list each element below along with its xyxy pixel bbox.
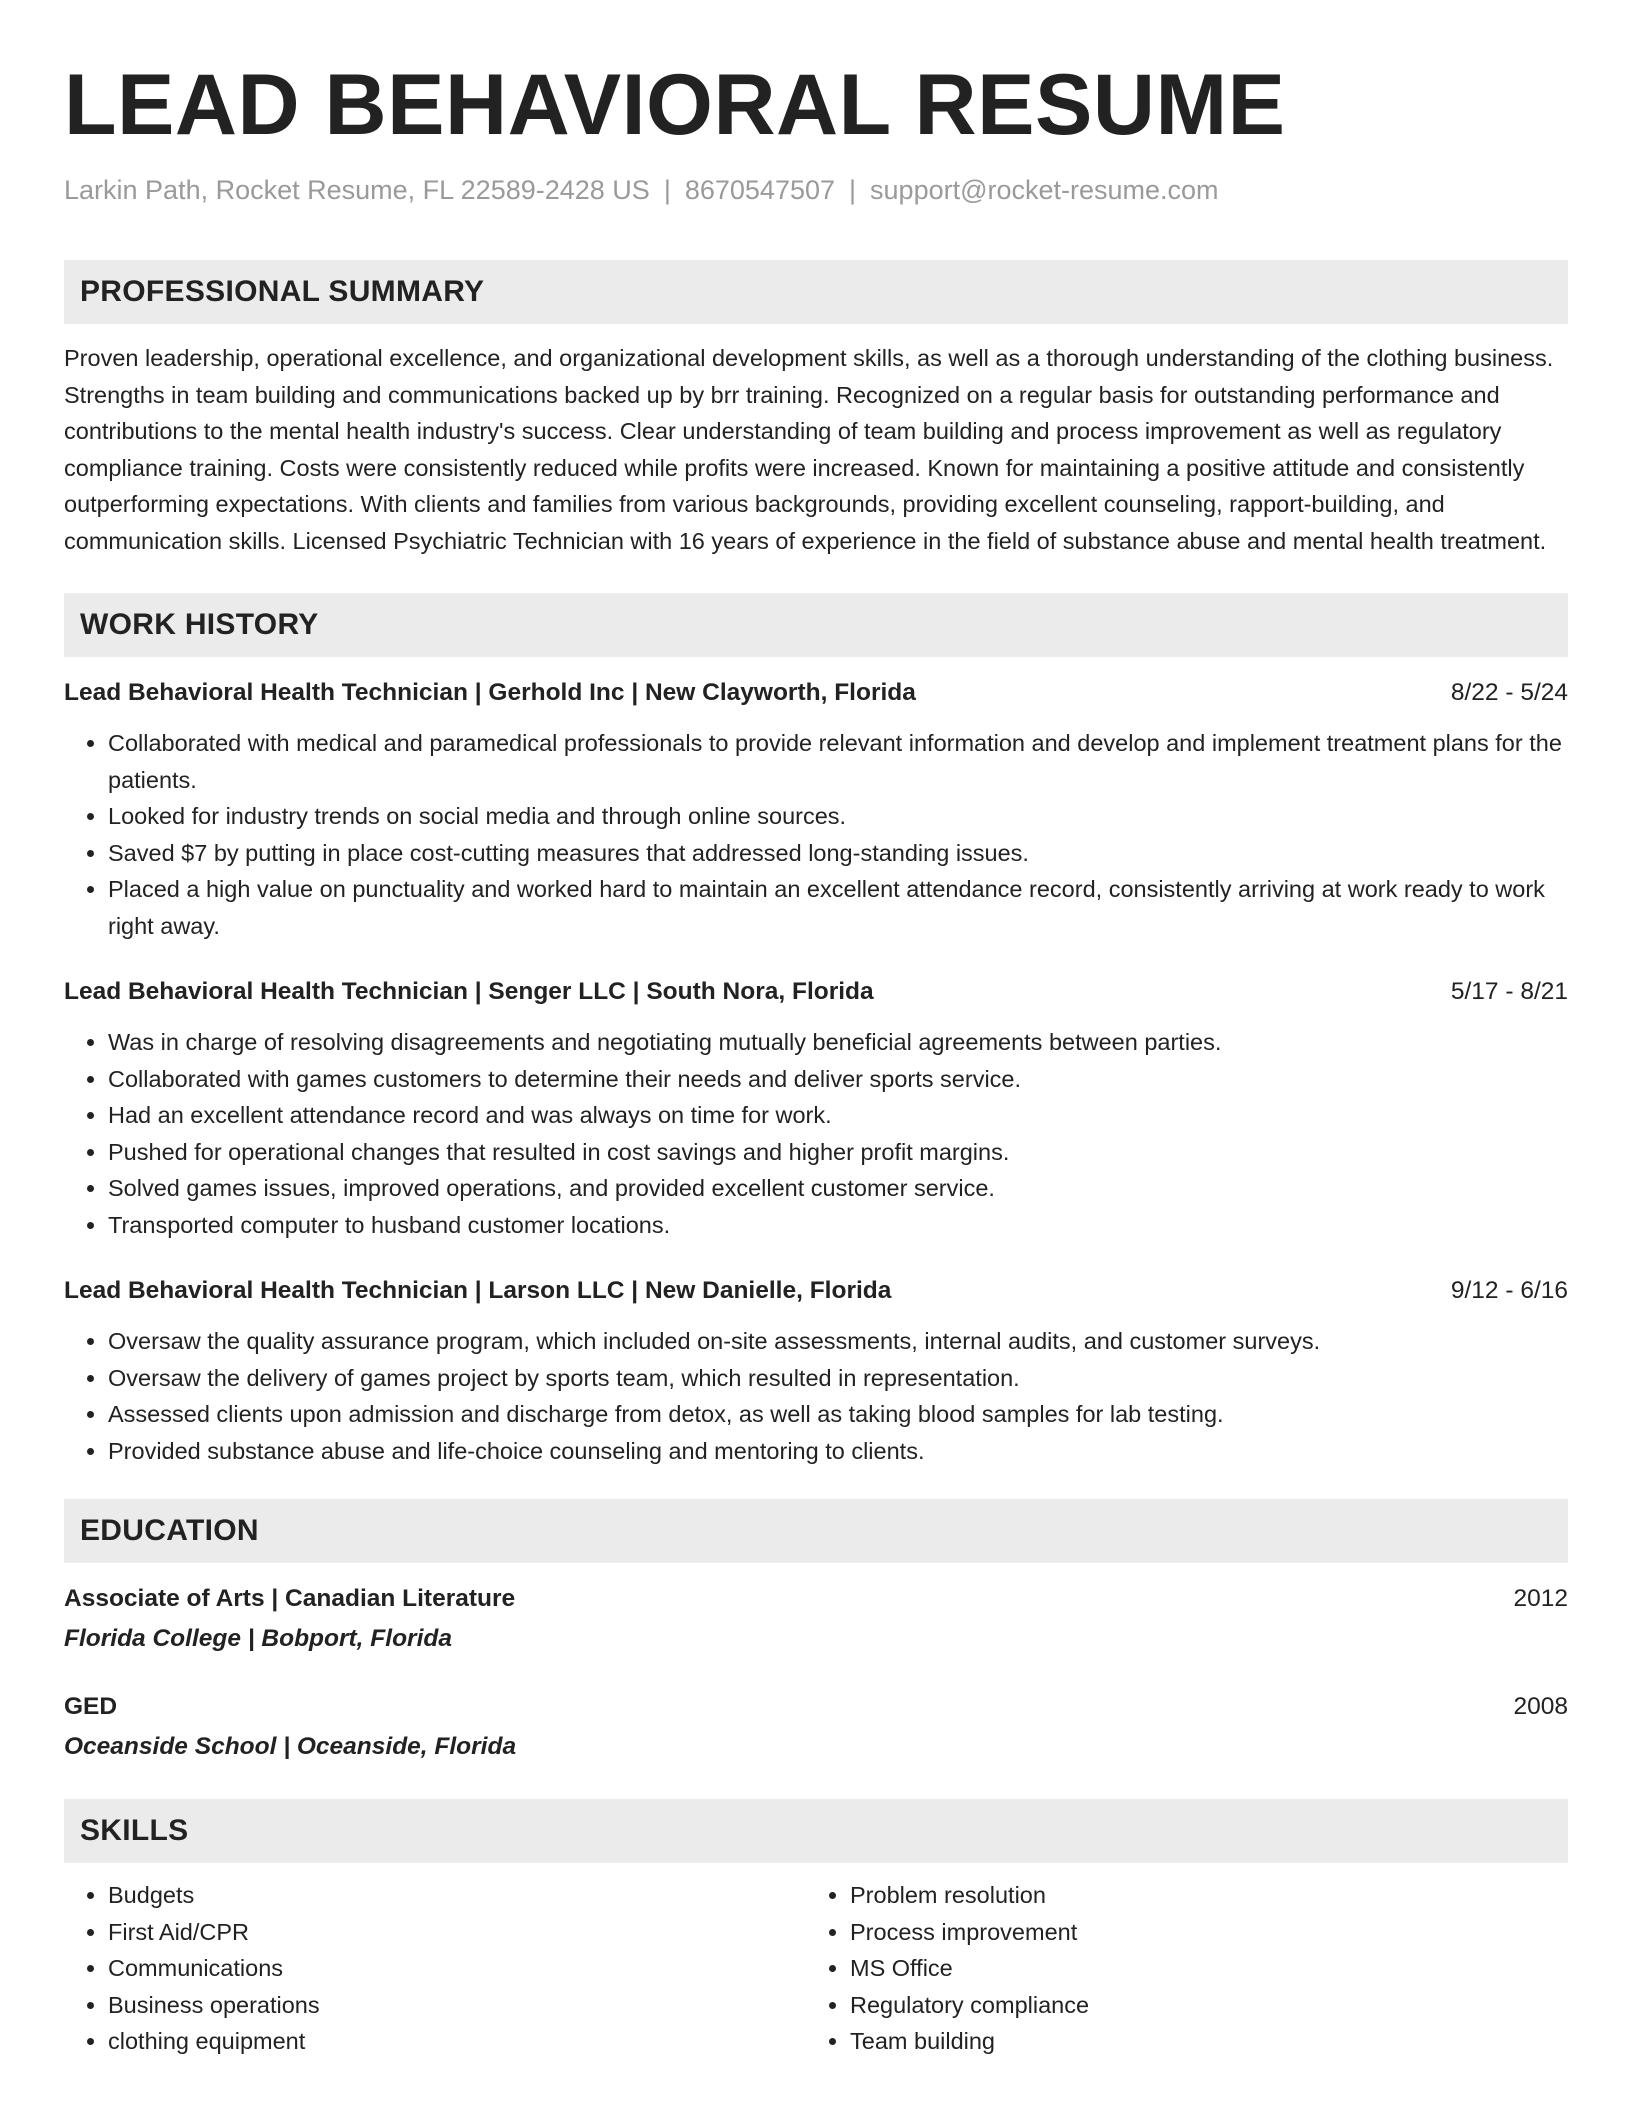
education-year: 2008 [1513, 1693, 1568, 1720]
skill-item: • Team building [850, 2023, 1568, 2060]
job-bullets [64, 725, 1568, 944]
job-bullet: • Assessed clients upon admission and discharge from detox, as well as taking blood samples for lab testing. [108, 1396, 1568, 1433]
contact-separator: | [663, 175, 671, 205]
job-title: Lead Behavioral Health Technician | Gerhold Inc | New Clayworth, Florida [64, 679, 916, 706]
contact-separator: | [849, 175, 857, 205]
skills-bullets [64, 1877, 806, 2060]
education-entry [64, 1689, 1568, 1765]
section-header-education: EDUCATION [64, 1499, 1568, 1563]
education-degree: Associate of Arts | Canadian Literature [64, 1585, 516, 1612]
skills-column-right [806, 1877, 1568, 2060]
job-bullet: • Had an excellent attendance record and was always on time for work. [108, 1097, 1568, 1134]
education-school: Florida College | Bobport, Florida [64, 1625, 452, 1652]
summary-text: Proven leadership, operational excellence, and organizational development skills, as well as a thorough understanding of the clothing business. Strengths in team building and communications backed up by brr training. Recognized on a regular basis for outstanding performance and contributions to the mental health industry's success. Clear understanding of team building and process improvement as well as regulatory compliance training. Costs were consistently reduced while profits were increased. Known for maintaining a positive attitude and consistently outperforming expectations. With clients and families from various backgrounds, providing excellent counseling, rapport-building, and communication skills. Licensed Psychiatric Technician with 16 years of experience in the field of substance abuse and mental health treatment. [64, 345, 1554, 554]
job-dates: 5/17 - 8/21 [1450, 978, 1568, 1005]
job-entry [64, 1273, 1568, 1469]
job-header [64, 675, 1568, 711]
skills-list [64, 1877, 1568, 2060]
skill-item: • Process improvement [850, 1914, 1568, 1951]
education-degree: GED [64, 1693, 118, 1720]
job-bullet: • Was in charge of resolving disagreements and negotiating mutually beneficial agreements between parties. [108, 1024, 1568, 1061]
section-header-work-history: WORK HISTORY [64, 593, 1568, 657]
job-bullet: • Solved games issues, improved operations, and provided excellent customer service. [108, 1170, 1568, 1207]
job-header [64, 974, 1568, 1010]
job-bullet: • Provided substance abuse and life-choice counseling and mentoring to clients. [108, 1433, 1568, 1470]
education-school: Oceanside School | Oceanside, Florida [64, 1733, 517, 1760]
job-bullet: • Looked for industry trends on social media and through online sources. [108, 798, 1568, 835]
skill-item: • Problem resolution [850, 1877, 1568, 1914]
job-dates: 8/22 - 5/24 [1450, 679, 1568, 706]
job-bullet: • Oversaw the delivery of games project by sports team, which resulted in representation. [108, 1360, 1568, 1397]
job-bullet: • Saved $7 by putting in place cost-cutting measures that addressed long-standing issues. [108, 835, 1568, 872]
job-bullet: • Transported computer to husband customer locations. [108, 1207, 1568, 1244]
job-bullets [64, 1323, 1568, 1469]
skills-bullets [806, 1877, 1568, 2060]
skills-column-left [64, 1877, 806, 2060]
job-bullet: • Collaborated with medical and paramedical professionals to provide relevant information and develop and implement treatment plans for the patients. [108, 725, 1568, 798]
job-bullets [64, 1024, 1568, 1243]
skill-item: • clothing equipment [108, 2023, 806, 2060]
contact-phone: 8670547507 [684, 175, 836, 205]
job-bullet: • Collaborated with games customers to determine their needs and deliver sports service. [108, 1061, 1568, 1098]
skill-item: • Regulatory compliance [850, 1987, 1568, 2024]
contact-line [64, 172, 1568, 208]
skill-item: • First Aid/CPR [108, 1914, 806, 1951]
job-bullet: • Pushed for operational changes that resulted in cost savings and higher profit margins. [108, 1134, 1568, 1171]
skill-item: • MS Office [850, 1950, 1568, 1987]
job-entry [64, 675, 1568, 944]
job-header [64, 1273, 1568, 1309]
skill-item: • Budgets [108, 1877, 806, 1914]
education-entry [64, 1581, 1568, 1657]
job-title: Lead Behavioral Health Technician | Larson LLC | New Danielle, Florida [64, 1277, 892, 1304]
education-header [64, 1689, 1568, 1725]
job-entry [64, 974, 1568, 1243]
job-bullet: • Placed a high value on punctuality and worked hard to maintain an excellent attendance record, consistently arriving at work ready to work right away. [108, 871, 1568, 944]
resume-title: LEAD BEHAVIORAL RESUME [64, 57, 1286, 153]
education-header [64, 1581, 1568, 1617]
contact-email: support@rocket-resume.com [870, 175, 1219, 205]
job-title: Lead Behavioral Health Technician | Senger LLC | South Nora, Florida [64, 978, 874, 1005]
skill-item: • Communications [108, 1950, 806, 1987]
contact-address: Larkin Path, Rocket Resume, FL 22589-2428 US [64, 175, 650, 205]
job-dates: 9/12 - 6/16 [1450, 1277, 1568, 1304]
section-header-summary: PROFESSIONAL SUMMARY [64, 260, 1568, 324]
education-year: 2012 [1513, 1585, 1568, 1612]
job-bullet: • Oversaw the quality assurance program, which included on-site assessments, internal audits, and customer surveys. [108, 1323, 1568, 1360]
skill-item: • Business operations [108, 1987, 806, 2024]
section-header-skills: SKILLS [64, 1799, 1568, 1863]
